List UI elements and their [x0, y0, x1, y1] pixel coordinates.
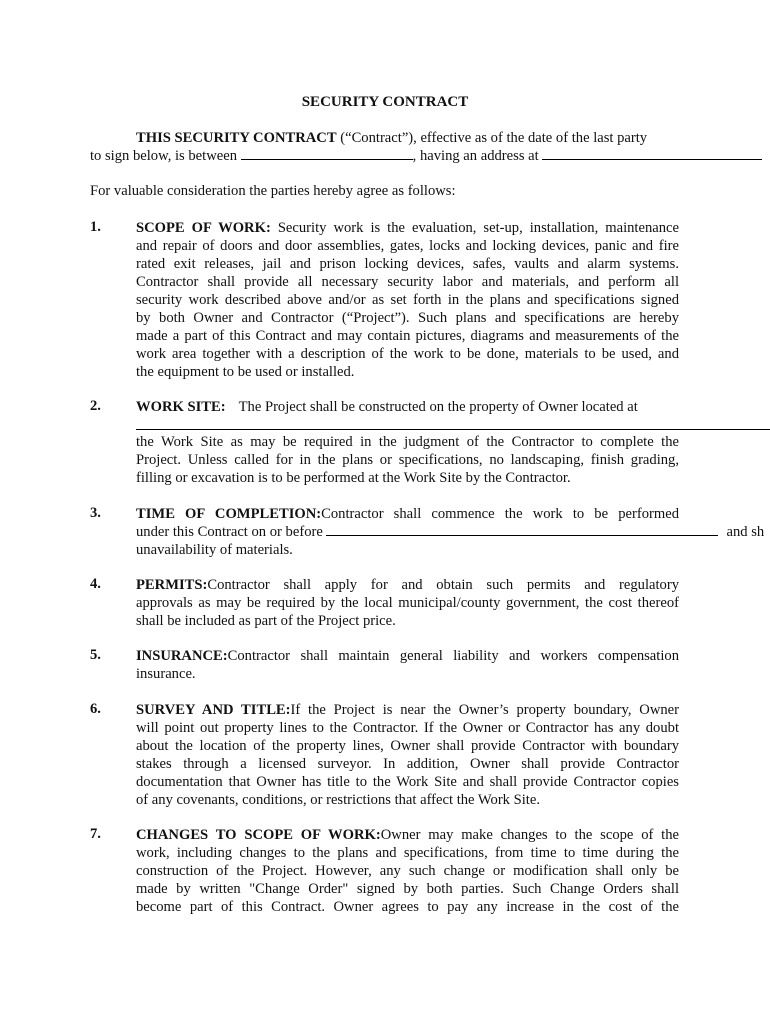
- intro-lead-rest: (“Contract”), effective as of the date of the last party: [336, 130, 648, 146]
- intro-line-1: [136, 129, 647, 147]
- section-3-line: unavailability of materials.: [136, 542, 293, 558]
- intro-lead-bold: THIS SECURITY CONTRACT: [136, 130, 337, 146]
- section-3-line-2-end: and sh: [726, 524, 765, 540]
- section-1-heading: SCOPE OF WORK:: [136, 220, 271, 236]
- section-7-line: work, including changes to the plans and specifications, from time to time during the: [136, 845, 679, 861]
- section-1-line: made a part of this Contract and may contain pictures, diagrams and measurements of the: [136, 328, 679, 344]
- section-5-line: [136, 647, 679, 665]
- section-1-line: [136, 219, 679, 237]
- section-7-line: become part of this Contract. Owner agrees to pay any increase in the cost of the: [136, 899, 679, 915]
- section-1-line: work area together with a description of the work to be done, materials to be used, and: [136, 346, 679, 362]
- section-3-number: 3.: [90, 505, 101, 521]
- section-4-line: approvals as may be required by the local municipal/county government, the cost thereof: [136, 595, 679, 611]
- section-7-heading: CHANGES TO SCOPE OF WORK:: [136, 827, 381, 843]
- section-5-text: Contractor shall maintain general liability and workers compensation: [227, 648, 679, 664]
- section-3-line: [136, 523, 764, 541]
- address-blank[interactable]: [542, 147, 762, 160]
- section-1-line: security work described above and/or as set forth in the plans and specifications signed: [136, 292, 679, 308]
- section-6-line: of any covenants, conditions, or restrictions that affect the Work Site.: [136, 792, 540, 808]
- section-2-heading: WORK SITE:: [136, 399, 226, 415]
- section-3-text: Contractor shall commence the work to be performed: [321, 506, 679, 522]
- section-4-line: shall be included as part of the Project price.: [136, 613, 396, 629]
- section-2-text: The Project shall be constructed on the property of Owner located at: [238, 399, 638, 415]
- intro-line-2-a: to sign below, is between: [90, 148, 241, 164]
- section-3-line-2: under this Contract on or before: [136, 524, 327, 540]
- section-1-text: Security work is the evaluation, set-up, installation, maintenance: [270, 220, 679, 236]
- section-6-line: will point out property lines to the Contractor. If the Owner or Contractor has any doubt: [136, 720, 679, 736]
- section-7-text: Owner may make changes to the scope of the: [380, 827, 679, 843]
- work-site-address-blank[interactable]: [136, 429, 770, 430]
- section-7-line: construction of the Project. However, any such change or modification shall only be: [136, 863, 679, 879]
- section-7-number: 7.: [90, 826, 101, 842]
- section-6-number: 6.: [90, 701, 101, 717]
- document-title: SECURITY CONTRACT: [301, 94, 469, 110]
- section-2-number: 2.: [90, 398, 101, 414]
- section-2-line: Project. Unless called for in the plans or specifications, no landscaping, finish grading,: [136, 452, 679, 468]
- section-4-text: Contractor shall apply for and obtain such permits and regulatory: [207, 577, 679, 593]
- intro-line-2: [90, 147, 762, 165]
- section-6-line: [136, 701, 679, 719]
- section-6-line: stakes through a licensed surveyor. In addition, Owner shall provide Contractor: [136, 756, 679, 772]
- consideration-text: For valuable consideration the parties hereby agree as follows:: [90, 183, 456, 199]
- section-7-line: made by written "Change Order" signed by both parties. Such Change Orders shall: [136, 881, 679, 897]
- section-7-line: [136, 826, 679, 844]
- completion-date-blank[interactable]: [326, 523, 718, 536]
- section-2-line: filling or excavation is to be performed at the Work Site by the Contractor.: [136, 470, 571, 486]
- section-4-heading: PERMITS:: [136, 577, 208, 593]
- section-1-line: Contractor shall provide all necessary security labor and materials, and perform all: [136, 274, 679, 290]
- section-2-line: [136, 398, 638, 416]
- section-1-line: rated exit releases, jail and prison locking devices, safes, vaults and alarm systems.: [136, 256, 679, 272]
- section-1-number: 1.: [90, 219, 101, 235]
- section-5-heading: INSURANCE:: [136, 648, 228, 664]
- section-3-heading: TIME OF COMPLETION:: [136, 506, 322, 522]
- section-1-line: by both Owner and Contractor (“Project”). Such plans and specifications are hereby: [136, 310, 679, 326]
- section-6-line: about the location of the property lines, Owner shall provide Contractor with boundary: [136, 738, 679, 754]
- section-4-number: 4.: [90, 576, 101, 592]
- section-4-line: [136, 576, 679, 594]
- party-name-blank[interactable]: [241, 147, 413, 160]
- intro-line-2-b: , having an address at: [412, 148, 543, 164]
- section-6-text: If the Project is near the Owner’s property boundary, Owner: [290, 702, 679, 718]
- section-6-line: documentation that Owner has title to the Work Site and shall provide Contractor copies: [136, 774, 679, 790]
- section-5-number: 5.: [90, 647, 101, 663]
- section-1-line: the equipment to be used or installed.: [136, 364, 355, 380]
- section-1-line: and repair of doors and door assemblies, gates, locks and locking devices, panic and fire: [136, 238, 679, 254]
- section-2-line: the Work Site as may be required in the judgment of the Contractor to complete the: [136, 434, 679, 450]
- section-5-line: insurance.: [136, 666, 196, 682]
- section-6-heading: SURVEY AND TITLE:: [136, 702, 291, 718]
- section-3-line: [136, 505, 679, 523]
